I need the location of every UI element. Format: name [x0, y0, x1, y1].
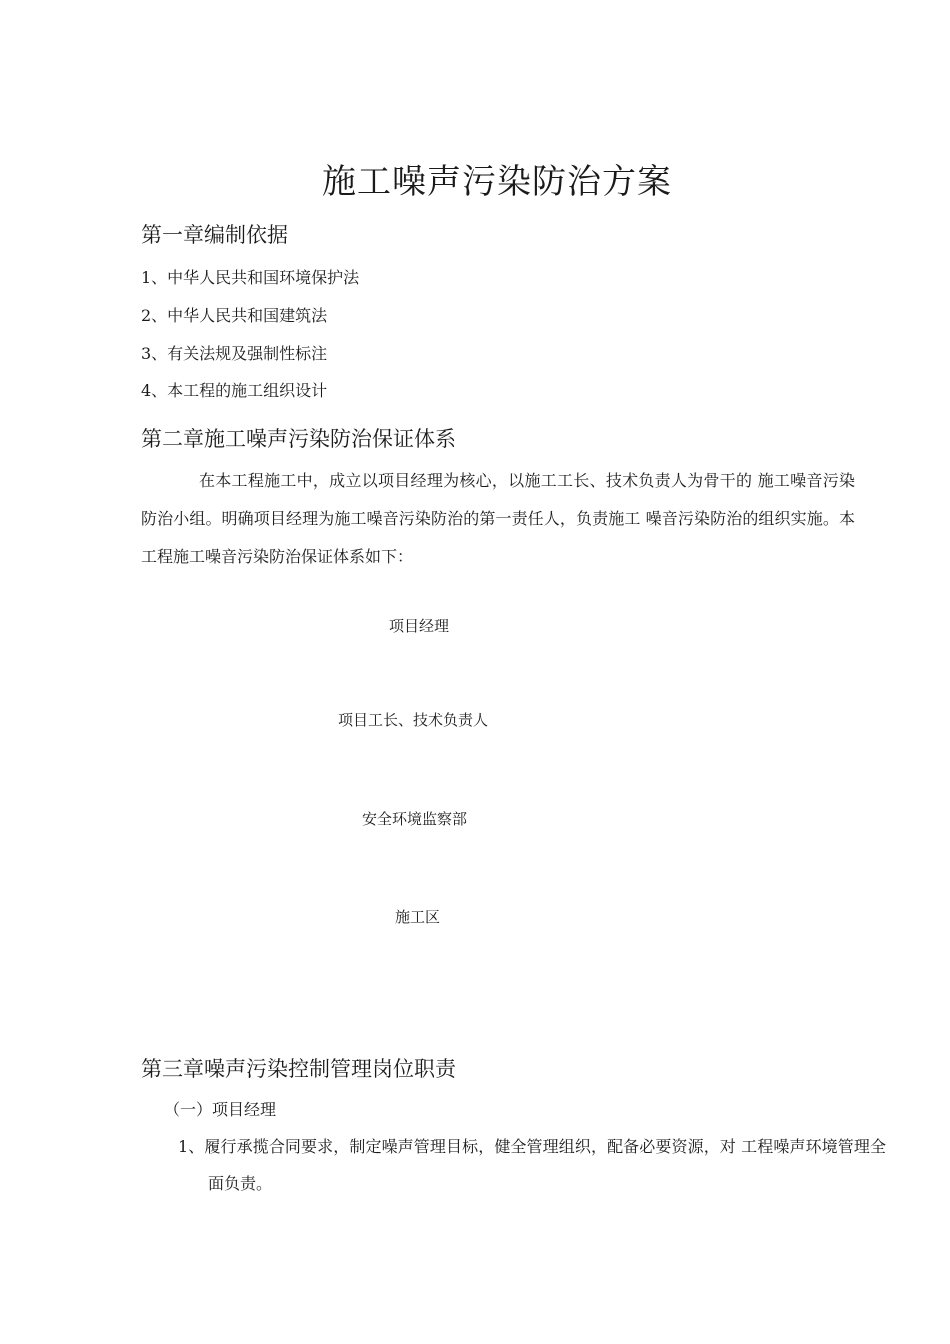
list-item: 2、中华人民共和国建筑法 [141, 306, 328, 325]
org-node-project-manager: 项目经理 [389, 617, 450, 635]
chapter1-heading: 第一章编制依据 [141, 223, 288, 247]
chapter2-heading: 第二章施工噪声污染防治保证体系 [141, 427, 456, 451]
duty-item: 1、履行承揽合同要求，制定噪声管理目标，健全管理组织，配备必要资源，对 工程噪声环境管理全面负责。 [178, 1137, 886, 1193]
org-node-foreman: 项目工长、技术负责人 [338, 711, 489, 729]
list-item: 3、有关法规及强制性标注 [141, 344, 328, 363]
list-item: 1、中华人民共和国环境保护法 [141, 268, 360, 287]
body-paragraph: 在本工程施工中，成立以项目经理为核心，以施工工长、技术负责人为骨干的 施工噪音污染防治小组。明确项目经理为施工噪音污染防治的第一责任人，负责施工 噪音污染防治的组织实施。本工程施工噪音污染防治保证体系如下： [141, 471, 855, 566]
org-node-safety-dept: 安全环境监察部 [362, 810, 468, 828]
list-item: 4、本工程的施工组织设计 [141, 381, 328, 400]
chapter3-heading: 第三章噪声污染控制管理岗位职责 [141, 1057, 456, 1081]
subheading-project-manager: （一）项目经理 [164, 1100, 277, 1119]
document-title: 施工噪声污染防治方案 [322, 162, 672, 202]
org-node-construction-area: 施工区 [395, 908, 441, 926]
